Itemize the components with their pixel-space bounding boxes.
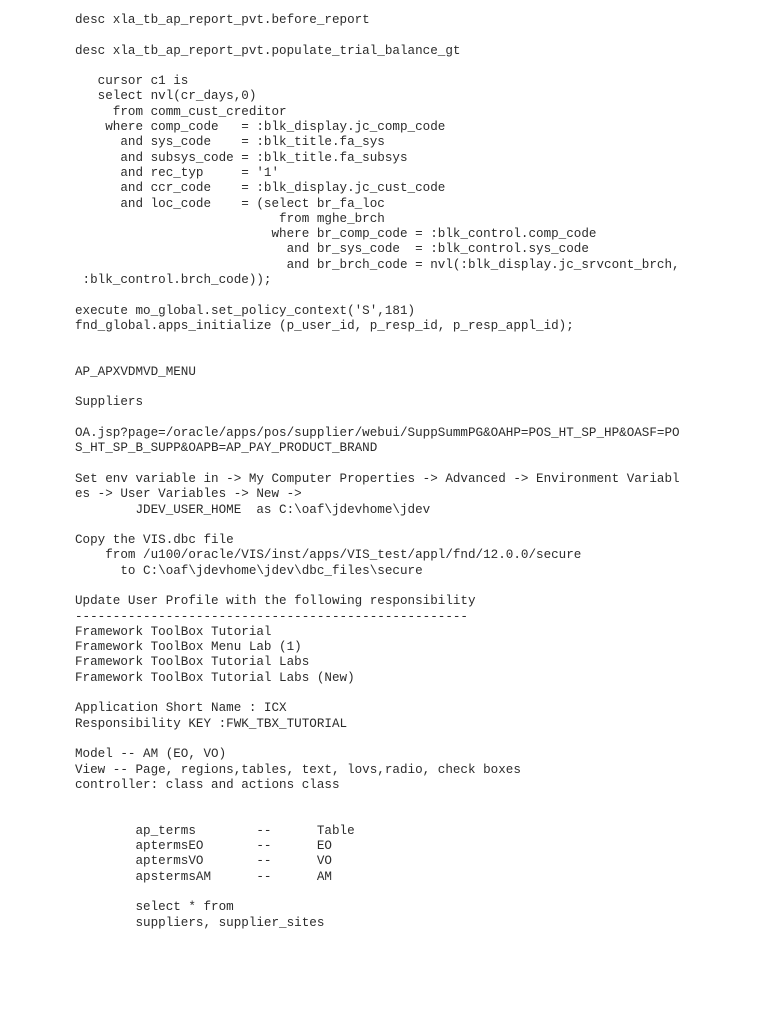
document-body-text: desc xla_tb_ap_report_pvt.before_report desc xla_tb_ap_report_pvt.populate_trial_balance_gt cursor c1 is select nvl(cr_days,0) from comm_cust_creditor where comp_code = :blk_display.jc_comp_code and sys_code = :blk_title.fa_sys and subsys_code = :blk_title.fa_subsys and rec_typ = '1' and ccr_code = :blk_display.jc_cust_code and loc_code = (select br_fa_loc from mghe_brch where br_comp_code = :blk_control.comp_code and br_sys_code = :blk_control.sys_code and br_brch_code = nvl(:blk_display.jc_srvcont_brch, :blk_control.brch_code)); execute mo_global.set_policy_context('S',181) fnd_global.apps_initialize (p_user_id, p_resp_id, p_resp_appl_id); AP_APXVDMVD_MENU Suppliers OA.jsp?page=/oracle/apps/pos/supplier/webui/SuppSummPG&OAHP=POS_HT_SP_HP&OASF=PO S_HT_SP_B_SUPP&OAPB=AP_PAY_PRODUCT_BRAND Set env variable in -> My Computer Properties -> Advanced -> Environment Variabl es -> User Variables -> New -> JDEV_USER_HOME as C:\oaf\jdevhome\jdev Copy the VIS.dbc file from /u100/oracle/VIS/inst/apps/VIS_test/appl/fnd/12.0.0/secure to C:\oaf\jdevhome\jdev\dbc_files\secure Update User Profile with the following responsibility ---------------------------------------------------- Framework ToolBox Tutorial Framework ToolBox Menu Lab (1) Framework ToolBox Tutorial Labs Framework ToolBox Tutorial Labs (New) Application Short Name : ICX Responsibility KEY :FWK_TBX_TUTORIAL Model -- AM (EO, VO) View -- Page, regions,tables, text, lovs,radio, check boxes controller: class and actions class ap_terms -- Table aptermsEO -- EO aptermsVO -- VO apstermsAM -- AM select * from suppliers, supplier_sites — [75, 13, 680, 930]
